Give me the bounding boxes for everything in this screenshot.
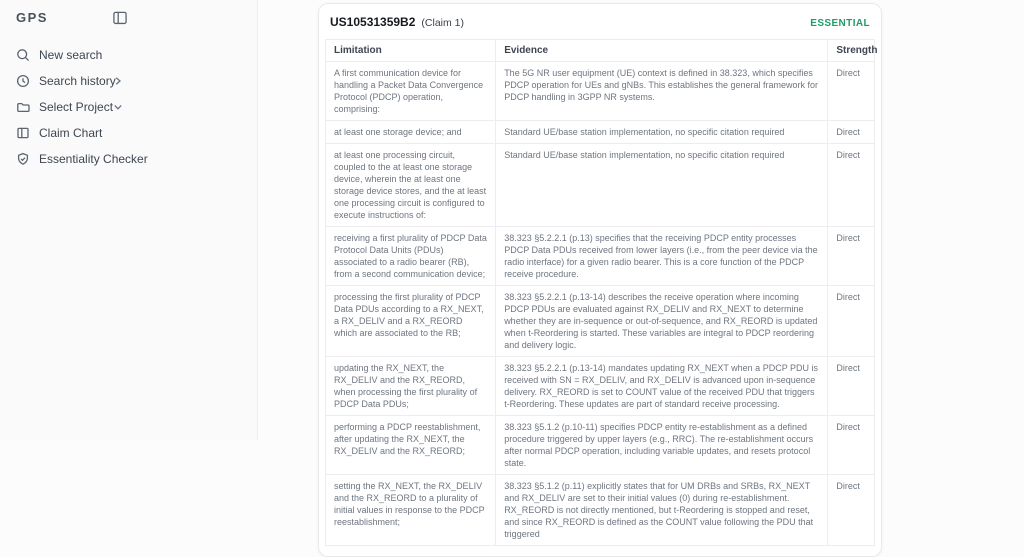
strength-cell: Direct — [828, 286, 875, 357]
claim-chart-card — [318, 3, 882, 557]
strength-cell: Direct — [828, 357, 875, 416]
shield-check-icon — [16, 152, 30, 166]
limitation-cell: at least one processing circuit, coupled to the at least one storage device, wherein the at least one storage device stores, and the at least one processing circuit is configured to execute instructions of: — [326, 144, 496, 227]
patent-title — [330, 13, 464, 31]
patent-number: US10531359B2 — [330, 15, 416, 29]
table-row — [326, 357, 875, 416]
sidebar-item-search-history[interactable] — [0, 73, 257, 89]
table-row — [326, 62, 875, 121]
sidebar-item-label: Essentiality Checker — [39, 152, 148, 166]
sidebar-item-select-project[interactable] — [0, 99, 257, 115]
clock-icon — [16, 74, 30, 88]
evidence-cell: 38.323 §5.1.2 (p.11) explicitly states that for UM DRBs and SRBs, RX_NEXT and RX_DELIV are set to their initial values (0) during re-establishment. RX_REORD is not directly mentioned, but t-Reordering is stopped and reset, and since RX_REORD is defined as the COUNT value following the PDU that triggered — [496, 475, 828, 546]
claim-chart-table — [325, 39, 878, 546]
claim-label: (Claim 1) — [421, 17, 464, 29]
chevron-down-icon — [112, 101, 124, 113]
limitation-cell: performing a PDCP reestablishment, after updating the RX_NEXT, the RX_DELIV and the RX_REORD; — [326, 416, 496, 475]
sidebar-item-claim-chart[interactable] — [0, 125, 257, 141]
sidebar-item-label: New search — [39, 48, 103, 62]
sidebar-item-new-search[interactable] — [0, 47, 257, 63]
strength-cell: Direct — [828, 475, 875, 546]
table-row — [326, 286, 875, 357]
strength-cell: Direct — [828, 227, 875, 286]
limitation-cell: setting the RX_NEXT, the RX_DELIV and the RX_REORD to a plurality of initial values in response to the PDCP reestablishment; — [326, 475, 496, 546]
column-header-limitation: Limitation — [326, 40, 496, 62]
sidebar-item-essentiality-checker[interactable] — [0, 151, 257, 167]
panel-left-icon — [112, 10, 128, 26]
evidence-cell: The 5G NR user equipment (UE) context is defined in 38.323, which specifies PDCP operation for UEs and gNBs. This establishes the general framework for PDCP handling in 3GPP NR systems. — [496, 62, 828, 121]
limitation-cell: receiving a first plurality of PDCP Data Protocol Data Units (PDUs) associated to a radio bearer (RB), from a second communication device; — [326, 227, 496, 286]
sidebar-collapse-button[interactable] — [110, 8, 130, 28]
sidebar-item-label: Select Project — [39, 100, 114, 114]
limitation-cell: processing the first plurality of PDCP Data PDUs according to a RX_NEXT, a RX_DELIV and a RX_REORD which are associated to the RB; — [326, 286, 496, 357]
sidebar-nav — [0, 47, 257, 167]
evidence-cell: Standard UE/base station implementation, no specific citation required — [496, 144, 828, 227]
columns-icon — [16, 126, 30, 140]
limitation-cell: at least one storage device; and — [326, 121, 496, 144]
table-row — [326, 121, 875, 144]
sidebar-item-label: Search history — [39, 74, 116, 88]
evidence-cell: Standard UE/base station implementation, no specific citation required — [496, 121, 828, 144]
table-row — [326, 416, 875, 475]
table-row — [326, 227, 875, 286]
claim-chart-header — [325, 4, 875, 39]
strength-cell: Direct — [828, 416, 875, 475]
limitation-cell: updating the RX_NEXT, the RX_DELIV and the RX_REORD, when processing the first plurality of PDCP Data PDUs; — [326, 357, 496, 416]
sidebar-item-label: Claim Chart — [39, 126, 103, 140]
column-header-evidence: Evidence — [496, 40, 828, 62]
sidebar — [0, 0, 258, 440]
evidence-cell: 38.323 §5.2.2.1 (p.13) specifies that the receiving PDCP entity processes PDCP Data PDUs received from lower layers (i.e., from the peer device via the radio interface) for a given radio bearer. This is a core function of the PDCP receive procedure. — [496, 227, 828, 286]
evidence-cell: 38.323 §5.2.2.1 (p.13-14) describes the receive operation where incoming PDCP PDUs are evaluated against RX_DELIV and RX_NEXT to determine whether they are in-sequence or out-of-sequence, and RX_REORD is updated when t-Reordering is started. These variables are integral to PDCP reordering and delivery logic. — [496, 286, 828, 357]
folder-icon — [16, 100, 30, 114]
strength-cell: Direct — [828, 144, 875, 227]
sidebar-header — [0, 7, 257, 33]
essential-status-badge: ESSENTIAL — [810, 18, 870, 29]
chevron-right-icon — [112, 75, 124, 87]
evidence-cell: 38.323 §5.1.2 (p.10-11) specifies PDCP entity re-establishment as a defined procedure triggered by upper layers (e.g., RRC). The re-establishment occurs after normal PDCP operation, including variable updates, and resets protocol state. — [496, 416, 828, 475]
evidence-cell: 38.323 §5.2.2.1 (p.13-14) mandates updating RX_NEXT when a PDCP PDU is received with SN = RX_DELIV, and RX_DELIV is advanced upon in-sequence delivery. RX_REORD is set to COUNT value of the received PDU that triggers t-Reordering. These updates are part of standard receive processing. — [496, 357, 828, 416]
strength-cell: Direct — [828, 121, 875, 144]
app-logo: GPS — [16, 10, 48, 25]
table-header-row — [326, 40, 875, 62]
table-row — [326, 475, 875, 546]
search-icon — [16, 48, 30, 62]
column-header-strength: Strength — [828, 40, 875, 62]
table-row — [326, 144, 875, 227]
strength-cell: Direct — [828, 62, 875, 121]
limitation-cell: A first communication device for handling a Packet Data Convergence Protocol (PDCP) operation, comprising: — [326, 62, 496, 121]
